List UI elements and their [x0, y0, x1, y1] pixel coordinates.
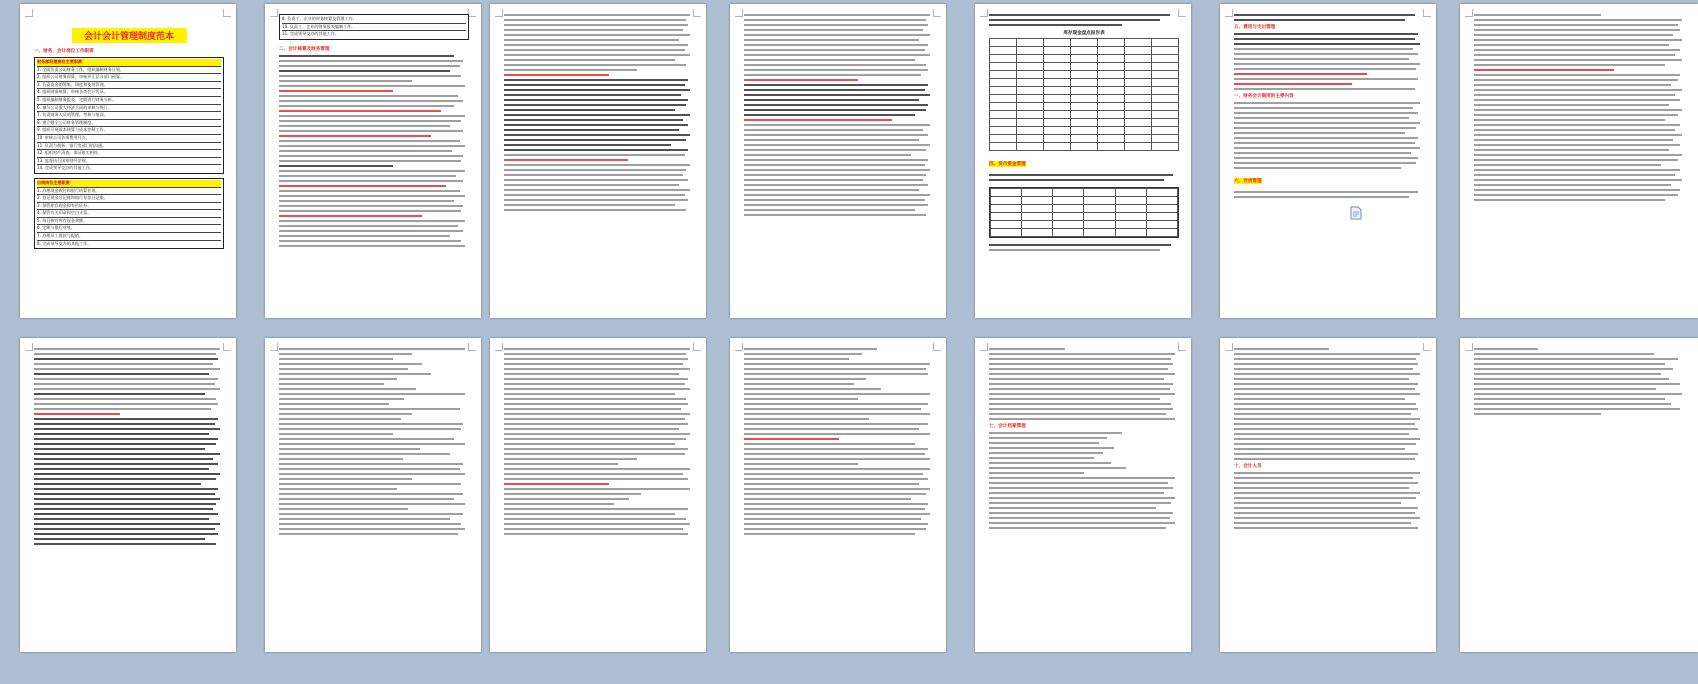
document-page-10 [490, 338, 706, 652]
section-heading: 一、财务、会计岗位工作职责 [34, 49, 94, 54]
document-page-9 [265, 338, 481, 652]
list-item: 6. 定期与银行对账。 [37, 225, 221, 233]
list-item: 1. 全面负责公司财务工作，组织编制财务计划。 [37, 67, 221, 75]
list-item: 4. 保管有关印章和空白支票。 [37, 210, 221, 218]
section-heading: 二、会计核算及财务管理 [279, 46, 330, 52]
list-item: 3. 保管库存现金和有价证券。 [37, 203, 221, 211]
document-page-1 [20, 4, 236, 318]
list-item: 10. 负责工、企业的财务报表编制工作。 [282, 24, 466, 32]
section-subheading: 一、财务会计制度的主要内容 [1234, 94, 1294, 99]
document-page-6 [1220, 4, 1436, 318]
duty-list-header: 财务部经理岗位主要职责： [37, 59, 221, 67]
ledger-table [990, 188, 1178, 237]
list-item: 4. 组织财务核算，审核各类会计凭证。 [37, 89, 221, 97]
document-page-2 [265, 4, 481, 318]
list-item: 2. 登记现金日记账和银行存款日记账。 [37, 195, 221, 203]
document-page-11 [730, 338, 946, 652]
list-item: 14. 完成领导交办的其他工作。 [37, 165, 94, 171]
list-item: 1. 办理现金收付和银行结算业务。 [37, 188, 221, 196]
table-title: 库存现金盘点报告表 [1063, 31, 1105, 36]
document-page-3 [490, 4, 706, 318]
list-item: 11. 负责与税务、银行等部门的沟通。 [37, 143, 221, 151]
list-item: 5. 组织编制财务报表，定期进行财务分析。 [37, 97, 221, 105]
document-icon [1350, 206, 1362, 220]
continued-list-box [279, 14, 469, 40]
duty-list-header: 出纳岗位主要职责： [37, 180, 221, 188]
list-item: 13. 监督执行国家财经法规。 [37, 158, 221, 166]
document-page-5 [975, 4, 1191, 318]
list-item: 2. 组织公司财务预算，审核并汇总各部门预算。 [37, 74, 221, 82]
list-item: 7. 办理员工借款与报销。 [37, 233, 221, 241]
section-heading: 七、会计档案管理 [989, 424, 1026, 429]
list-item: 6. 参与公司重大经济合同的审核与签订。 [37, 105, 221, 113]
list-item: 7. 负责财务人员的管理、考核与培训。 [37, 112, 221, 120]
list-item: 8. 完成领导交办的其他工作。 [37, 240, 92, 246]
section-heading: 十、会计人员 [1234, 464, 1262, 469]
list-item: 11. 完成领导交办的其他工作。 [282, 31, 339, 37]
cash-count-table [989, 38, 1179, 151]
section-heading: 六、存货管理 [1234, 179, 1262, 184]
list-item: 10. 审核公司各项费用开支。 [37, 135, 221, 143]
list-item: 8. 负责工、企业的财务核算及管理工作。 [282, 16, 466, 24]
document-title: 会计会计管理制度范本 [72, 28, 187, 43]
list-item: 12. 组织财产清查，保证账实相符。 [37, 150, 221, 158]
list-item: 3. 负责资金的筹集、调度和使用管理。 [37, 82, 221, 90]
duty-list-box [34, 57, 224, 174]
document-page-8 [20, 338, 236, 652]
document-page-7 [1460, 4, 1698, 318]
document-page-13 [1220, 338, 1436, 652]
list-item: 8. 建立健全公司财务管理制度。 [37, 120, 221, 128]
list-item: 5. 每日核对库存现金余额。 [37, 218, 221, 226]
list-item: 9. 组织开展成本核算与成本控制工作。 [37, 127, 221, 135]
document-page-14 [1460, 338, 1698, 652]
section-heading: 五、费用与支出管理 [1234, 25, 1276, 30]
section-heading: 四、货币资金管理 [989, 162, 1026, 167]
duty-list-box [34, 178, 224, 249]
document-page-4 [730, 4, 946, 318]
document-page-12 [975, 338, 1191, 652]
